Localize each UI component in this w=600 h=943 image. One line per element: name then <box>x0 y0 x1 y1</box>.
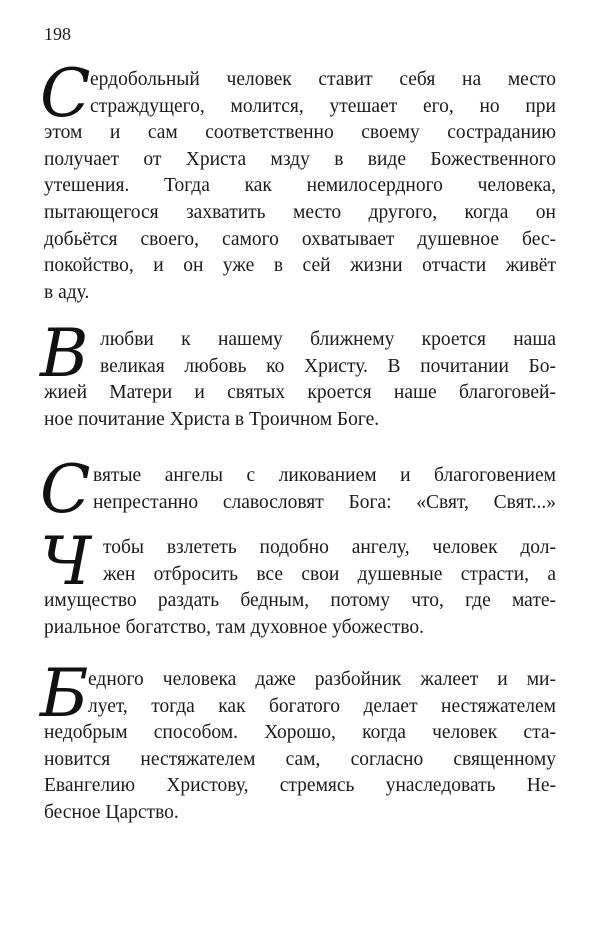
text-line: бесное Царство. <box>44 802 179 823</box>
text-line: новится нестяжателем сам, согласно священному <box>44 748 556 770</box>
text-line: непрестанно славословят Бога: «Свят, Свят...» <box>93 491 556 513</box>
text-line: недобрым способом. Хорошо, когда человек ста- <box>44 722 556 744</box>
text-line: любви к нашему ближнему кроется наша <box>100 329 556 350</box>
text-line: получает от Христа мзду в виде Божественного <box>44 148 556 170</box>
drop-cap: С <box>40 55 91 132</box>
text-line: покойство, и он уже в сей жизни отчасти живёт <box>44 255 556 277</box>
text-line: Евангелию Христову, стремясь унаследовать Не- <box>44 775 556 797</box>
drop-cap: Ч <box>40 523 92 600</box>
drop-cap: В <box>40 315 89 392</box>
text-line: жией Матери и святых кроется наше благоговей- <box>44 382 556 404</box>
text-line: ердобольный человек ставит себя на место <box>90 69 556 90</box>
page-number: 198 <box>44 24 71 44</box>
text-line: страждущего, молится, утешает его, но при <box>90 95 556 117</box>
text-line: едного человека даже разбойник жалеет и ми- <box>88 669 556 690</box>
text-line: жен отбросить все свои душевные страсти, а <box>103 563 556 585</box>
text-line: утешения. Тогда как немилосердного человека, <box>44 175 556 197</box>
text-line: добьётся своего, самого охватывает душевное бес- <box>44 228 556 250</box>
text-line: этом и сам соответственно своему состраданию <box>44 122 556 144</box>
text-line: риальное богатство, там духовное убожество. <box>44 616 425 638</box>
drop-cap: Б <box>40 655 89 732</box>
text-line: ное почитание Христа в Троичном Боге. <box>44 408 380 430</box>
text-line: тобы взлететь подобно ангелу, человек дол- <box>103 537 556 558</box>
text-line: имущество раздать бедным, потому что, где мате- <box>44 590 556 612</box>
drop-cap: С <box>40 451 91 528</box>
text-line: лует, тогда как богатого делает нестяжателем <box>88 695 556 717</box>
text-line: пытающегося захватить место другого, когда он <box>44 202 556 223</box>
text-line: вятые ангелы с ликованием и благоговением <box>93 465 556 486</box>
text-line: великая любовь ко Христу. В почитании Бо- <box>100 355 556 377</box>
text-line: в аду. <box>44 281 90 303</box>
